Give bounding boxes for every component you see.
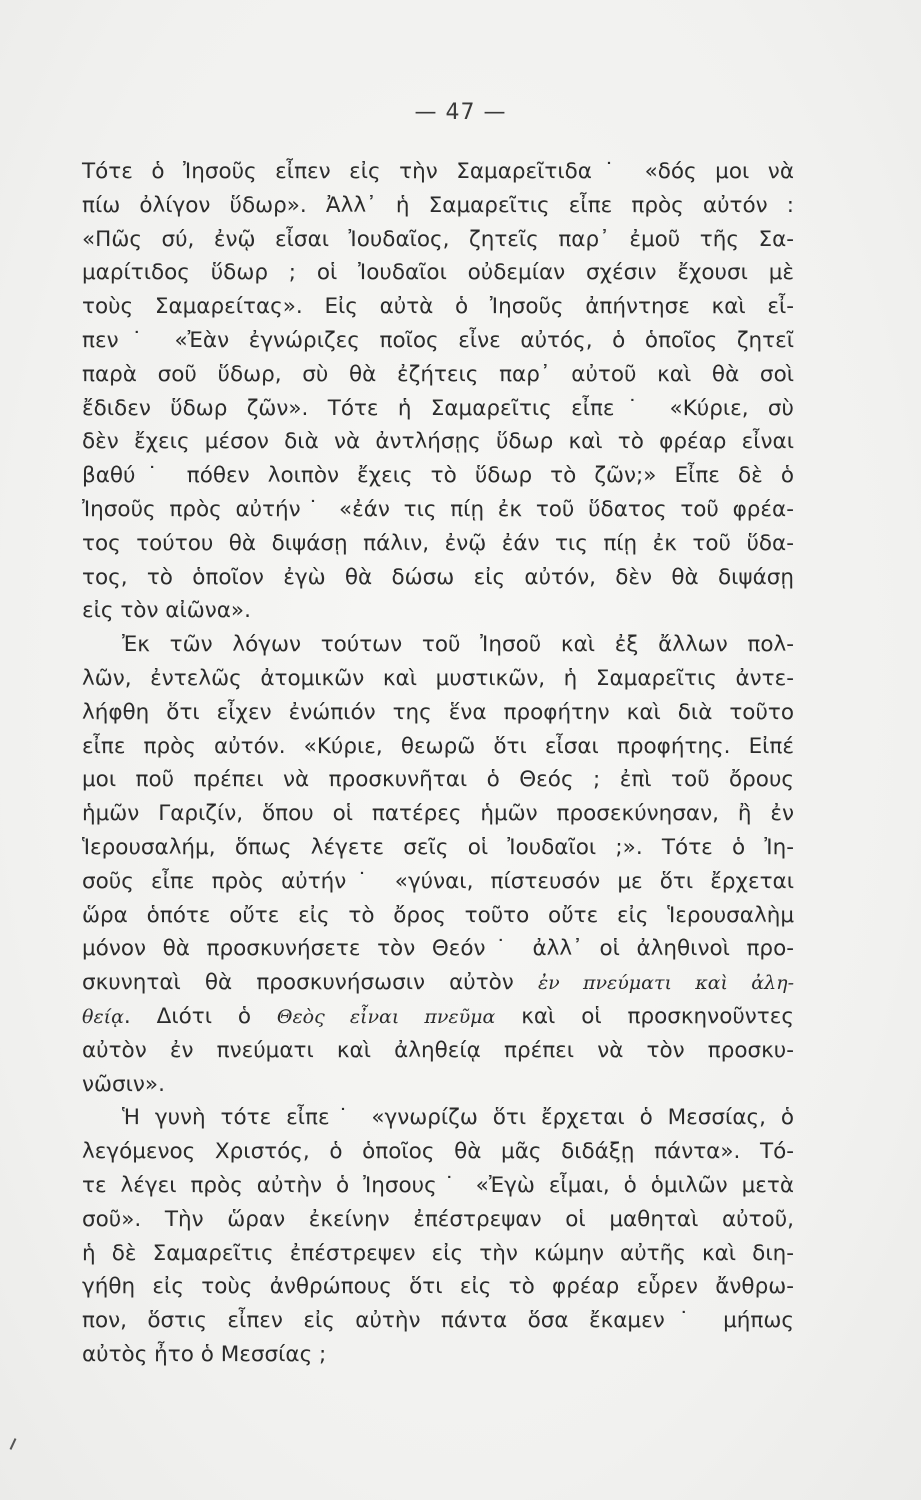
text-line: σκυνηταὶ θὰ προσκυνήσωσιν αὐτὸν ἐν πνεύματι καὶ ἀλη- [82, 970, 794, 996]
text-line: μαρίτιδος ὕδωρ ; οἱ Ἰουδαῖοι οὐδεμίαν σχέσιν ἔχουσι μὲ [82, 260, 794, 286]
text-line: μοι ποῦ πρέπει νὰ προσκυνῆται ὁ Θεός ; ἐπὶ τοῦ ὄρους [82, 767, 794, 793]
text-line: λεγόμενος Χριστός, ὁ ὁποῖος θὰ μᾶς διδάξῃ πάντα». Τό- [82, 1139, 794, 1165]
text-line: νῶσιν». [82, 1071, 165, 1097]
text-line: αὐτὸν ἐν πνεύματι καὶ ἀληθείᾳ πρέπει νὰ τὸν προσκυ- [82, 1037, 794, 1063]
text-line: τος, τὸ ὁποῖον ἐγὼ θὰ δώσω εἰς αὐτόν, δὲν θὰ διψάσῃ [82, 564, 794, 590]
text-line: αὐτὸς ἦτο ὁ Μεσσίας ; [82, 1341, 327, 1367]
text-line: πον, ὅστις εἶπεν εἰς αὐτὴν πάντα ὅσα ἔκαμεν˙ μήπως [82, 1308, 794, 1334]
text-line: εἰς τὸν αἰῶνα». [82, 598, 251, 624]
page-number: — 47 — [414, 100, 507, 125]
text-line: τε λέγει πρὸς αὐτὴν ὁ Ἰησους˙ «Ἐγὼ εἶμαι, ὁ ὁμιλῶν μετὰ [82, 1172, 794, 1198]
text-line: ἡμῶν Γαριζίν, ὅπου οἱ πατέρες ἡμῶν προσεκύνησαν, ἢ ἐν [82, 801, 794, 827]
text-line: δὲν ἔχεις μέσον διὰ νὰ ἀντλήσῃς ὕδωρ καὶ τὸ φρέαρ εἶναι [82, 429, 794, 455]
text-line: παρὰ σοῦ ὕδωρ, σὺ θὰ ἐζήτεις παρ᾿ αὐτοῦ καὶ θὰ σοὶ [82, 361, 794, 387]
text-line: Ἐκ τῶν λόγων τούτων τοῦ Ἰησοῦ καὶ ἐξ ἄλλων πολ- [122, 632, 794, 658]
text-line: σοῦ». Τὴν ὥραν ἐκείνην ἐπέστρεψαν οἱ μαθηταὶ αὐτοῦ, [82, 1206, 794, 1232]
text-line: Ἡ γυνὴ τότε εἶπε˙ «γνωρίζω ὅτι ἔρχεται ὁ Μεσσίας, ὁ [122, 1105, 794, 1131]
italic-phrase: ἐν πνεύματι καὶ ἀλη- [537, 972, 794, 995]
text-line: λῶν, ἐντελῶς ἀτομικῶν καὶ μυστικῶν, ἡ Σαμαρεῖτις ἀντε- [82, 665, 794, 691]
text-line: τοὺς Σαμαρείτας». Εἰς αὐτὰ ὁ Ἰησοῦς ἀπήντησε καὶ εἶ- [82, 294, 794, 320]
text-line: πεν˙ «Ἐὰν ἐγνώριζες ποῖος εἶνε αὐτός, ὁ ὁποῖος ζητεῖ [82, 327, 794, 353]
text-line: γήθη εἰς τοὺς ἀνθρώπους ὅτι εἰς τὸ φρέαρ εὗρεν ἄνθρω- [82, 1274, 794, 1300]
italic-phrase: Θεὸς εἶναι πνεῦμα [276, 1005, 496, 1028]
text-line: τος τούτου θὰ διψάσῃ πάλιν, ἐνῷ ἐάν τις πίῃ ἐκ τοῦ ὕδα- [82, 530, 794, 556]
text-line: θείᾳ. Διότι ὁ Θεὸς εἶναι πνεῦμα καὶ οἱ προσκηνοῦντες [82, 1003, 794, 1029]
body-text [82, 155, 794, 1372]
text-line: ἡ δὲ Σαμαρεῖτις ἐπέστρεψεν εἰς τὴν κώμην αὐτῆς καὶ διη- [82, 1240, 794, 1266]
text-line: Τότε ὁ Ἰησοῦς εἶπεν εἰς τὴν Σαμαρεῖτιδα˙ «δός μοι νὰ [82, 159, 794, 184]
text-line: Ἱερουσαλήμ, ὅπως λέγετε σεῖς οἱ Ἰουδαῖοι ;». Τότε ὁ Ἰη- [82, 834, 794, 860]
text-line: ἔδιδεν ὕδωρ ζῶν». Τότε ἡ Σαμαρεῖτις εἶπε˙ «Κύριε, σὺ [82, 395, 794, 421]
text-line: Ἰησοῦς πρὸς αὐτήν˙ «ἐάν τις πίῃ ἐκ τοῦ ὕδατος τοῦ φρέα- [82, 496, 794, 522]
text-line: βαθύ˙ πόθεν λοιπὸν ἔχεις τὸ ὕδωρ τὸ ζῶν;» Εἶπε δὲ ὁ [82, 463, 794, 489]
text-line: «Πῶς σύ, ἐνῷ εἶσαι Ἰουδαῖος, ζητεῖς παρ᾿ ἐμοῦ τῆς Σα- [82, 226, 794, 252]
text-line: εἶπε πρὸς αὐτόν. «Κύριε, θεωρῶ ὅτι εἶσαι προφήτης. Εἰπέ [82, 733, 794, 759]
text-line: σοῦς εἶπε πρὸς αὐτήν˙ «γύναι, πίστευσόν με ὅτι ἔρχεται [82, 868, 794, 894]
stray-mark [10, 1438, 17, 1450]
italic-phrase: θείᾳ [82, 1005, 124, 1028]
text-line: πίω ὀλίγον ὕδωρ». Ἀλλ᾿ ἡ Σαμαρεῖτις εἶπε πρὸς αὐτόν : [82, 192, 794, 218]
text-line: μόνον θὰ προσκυνήσετε τὸν Θεόν˙ ἀλλ᾿ οἱ ἀληθινοὶ προ- [82, 936, 794, 962]
text-line: ὥρα ὁπότε οὔτε εἰς τὸ ὄρος τοῦτο οὔτε εἰς Ἱερουσαλὴμ [82, 902, 794, 928]
text-line: λήφθη ὅτι εἶχεν ἐνώπιόν της ἕνα προφήτην καὶ διὰ τοῦτο [82, 699, 794, 725]
